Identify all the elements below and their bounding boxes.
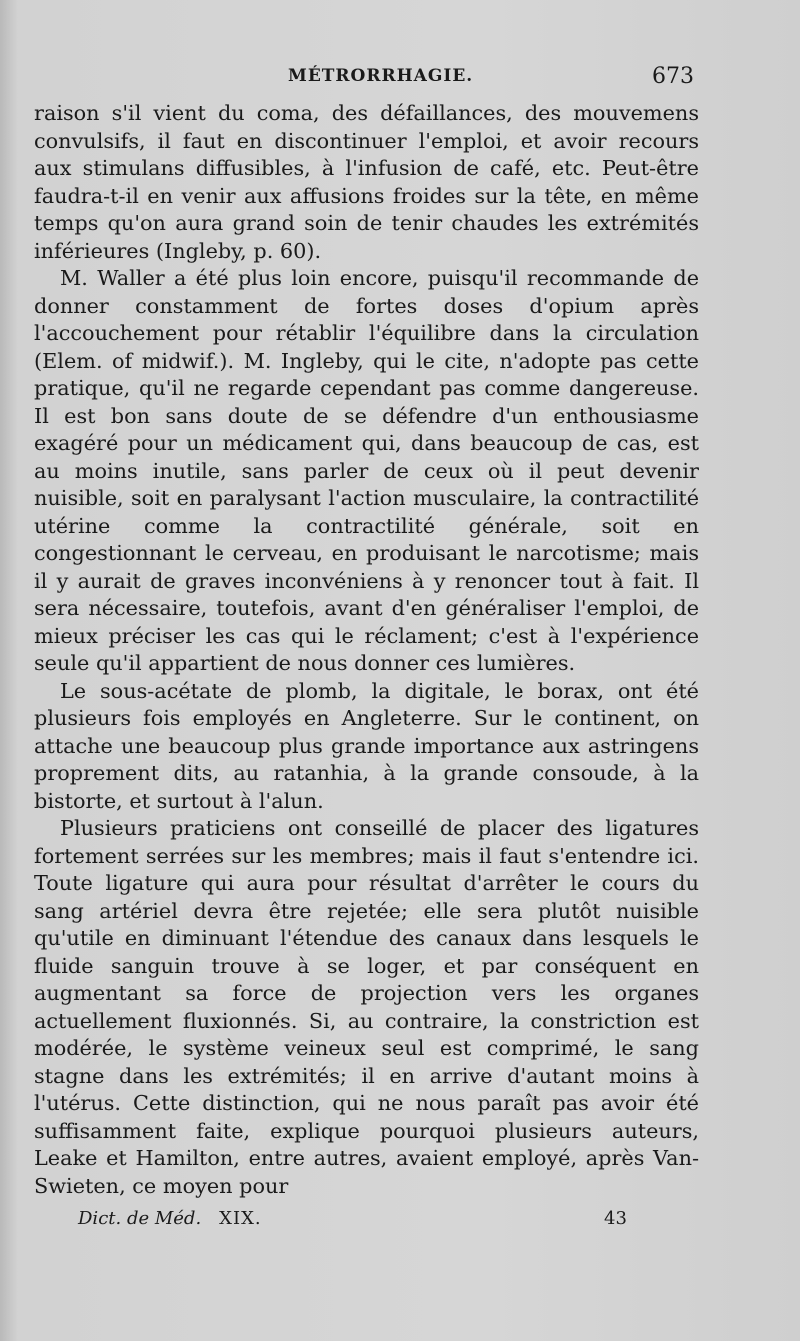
- paragraph-4: Plusieurs praticiens ont conseillé de placer des ligatures fortement serrées sur les membres; mais il faut s'entendre ici. Toute ligature qui aura pour résultat d'arrêter le cours du sang artériel devra être rejetée; elle sera plutôt nuisible qu'utile en diminuant l'étendue des canaux dans lesquels le fluide sanguin trouve à se loger, et par conséquent en augmentant sa force de projection vers les organes actuellement fluxionnés. Si, au contraire, la constriction est modérée, le système veineux seul est comprimé, le sang stagne dans les extrémités; il en arrive d'autant moins à l'utérus. Cette distinction, qui ne nous paraît pas avoir été suffisamment faite, explique pourquoi plusieurs auteurs, Leake et Hamilton, entre autres, avaient employé, après Van-Swieten, ce moyen pour: [34, 816, 699, 1198]
- page-number: 673: [652, 64, 694, 89]
- signature-volume: XIX.: [219, 1208, 262, 1229]
- signature-title: Dict. de Méd.: [78, 1208, 202, 1229]
- sheet-number: 43: [604, 1208, 627, 1229]
- paragraph-1: raison s'il vient du coma, des défaillances, des mouvemens convulsifs, il faut en discontinuer l'emploi, et avoir recours aux stimulans diffusibles, à l'infusion de café, etc. Peut-être faudra-t-il en venir aux affusions froides sur la tête, en même temps qu'on aura grand soin de tenir chaudes les extrémités inférieures (Ingleby, p. 60).: [34, 101, 699, 263]
- page-header: [0, 60, 800, 94]
- paragraph-3: Le sous-acétate de plomb, la digitale, le borax, ont été plusieurs fois employés en Angleterre. Sur le continent, on attache une beaucoup plus grande importance aux astringens proprement dits, au ratanhia, à la grande consoude, à la bistorte, et surtout à l'alun.: [34, 678, 699, 813]
- signature-mark: [78, 1208, 262, 1229]
- running-title: MÉTRORRHAGIE.: [288, 66, 474, 86]
- page-footer: [0, 1208, 800, 1238]
- paragraph-2: M. Waller a été plus loin encore, puisqu'il recommande de donner constamment de fortes doses d'opium après l'accouchement pour rétablir l'équilibre dans la circulation (Elem. of midwif.). M. Ingleby, qui le cite, n'adopte pas cette pratique, qu'il ne regarde cependant pas comme dangereuse. Il est bon sans doute de se défendre d'un enthousiasme exagéré pour un médicament qui, dans beaucoup de cas, est au moins inutile, sans parler de ceux où il peut devenir nuisible, soit en paralysant l'action musculaire, la contractilité utérine comme la contractilité générale, soit en congestionnant le cerveau, en produisant le narcotisme; mais il y aurait de graves inconvéniens à y renoncer tout à fait. Il sera nécessaire, toutefois, avant d'en généraliser l'emploi, de mieux préciser les cas qui le réclament; c'est à l'expérience seule qu'il appartient de nous donner ces lumières.: [34, 266, 699, 675]
- body-text: [34, 100, 699, 1200]
